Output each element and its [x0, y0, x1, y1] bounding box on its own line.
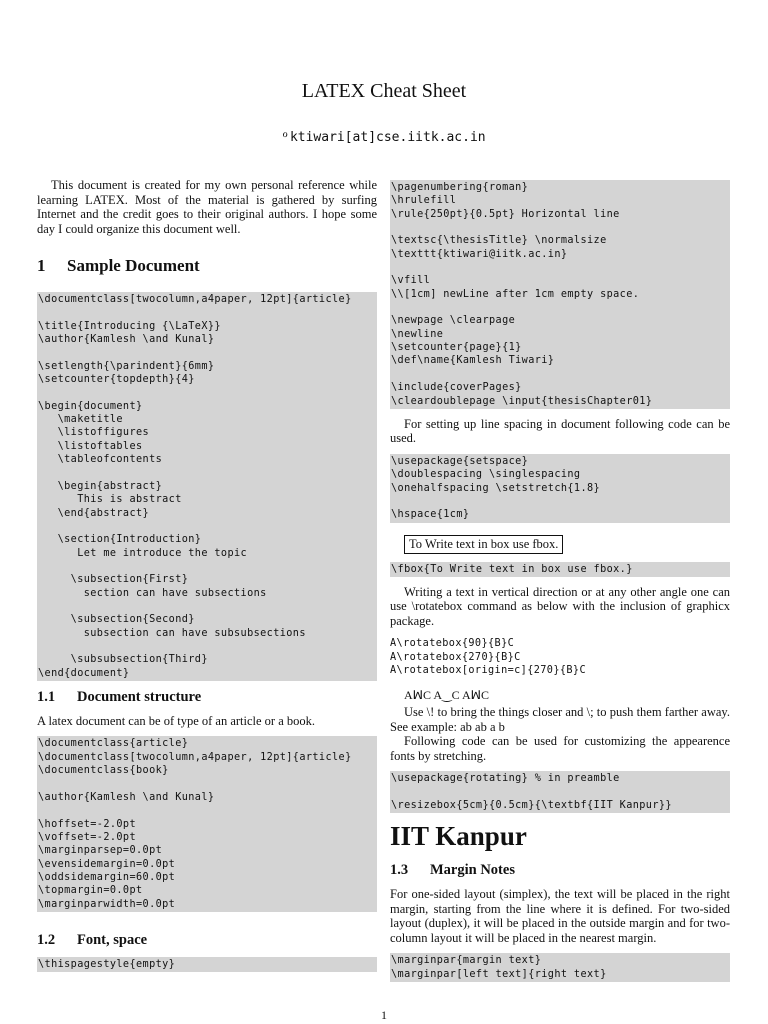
code-block-line-spacing: \usepackage{setspace} \doublespacing \singlespacing \onehalfspacing \setstretch{1.8} \hspace{1cm}: [390, 454, 730, 523]
subsection-title: Document structure: [77, 688, 202, 705]
code-block-document-structure: \documentclass{article} \documentclass[twocolumn,a4paper, 12pt]{article} \documentclass{book} \author{Kamlesh \and Kunal} \hoffset=-2.0pt \voffset=-2.0pt \marginparsep=0.0pt \evensidemargin=0.0pt \oddsidemargin=60.0pt \topmargin=0.0pt \marginparwidth=0.0pt: [37, 736, 377, 911]
author-email: ktiwari[at]cse.iitk.ac.in: [289, 130, 486, 145]
subsection-number: 1.2: [37, 931, 56, 948]
rotate-demo: AꟽC A‿C AꟽC: [404, 688, 490, 703]
code-block-marginpar: \marginpar{margin text} \marginpar[left text]{right text}: [390, 953, 730, 982]
author-symbol: ℴ: [282, 126, 288, 140]
stretching-text: Following code can be used for customizing the appearence fonts by stretching.: [390, 734, 730, 763]
left-column: [37, 178, 377, 980]
subsection-heading: [390, 862, 730, 879]
rotate-text: Writing a text in vertical direction or at any other angle one can use \rotatebox command as below with the inclusion of graphicx package.: [390, 584, 730, 628]
right-column: [390, 178, 730, 990]
intro-paragraph: This document is created for my own personal reference while learning LATEX. Most of the material is gathered by surfing Internet and the credit goes to their original authors. I hope some day I could organize this document well.: [37, 178, 377, 236]
section-heading: [37, 256, 377, 276]
code-block-resizebox: \usepackage{rotating} % in preamble \resizebox{5cm}{0.5cm}{\textbf{IIT Kanpur}}: [390, 771, 730, 813]
subsection-heading: [37, 932, 377, 949]
code-block-sample-document: \documentclass[twocolumn,a4paper, 12pt]{article} \title{Introducing {\LaTeX}} \author{Kamlesh \and Kunal} \setlength{\parindent}{6mm} \setcounter{topdepth}{4} \begin{document} \maketitle \listoffigures \listoftables \tableofcontents \begin{abstract} This is abstract \end{abstract} \section{Introduction} Let me introduce the topic \subsection{First} section can have subsections \subsection{Second} subsection can have subsubsections \subsubsection{Third} \end{document}: [37, 292, 377, 681]
fbox-example: To Write text in box use fbox.: [404, 535, 563, 554]
section-title: Sample Document: [67, 256, 200, 275]
spacing-text: Use \! to bring the things closer and \; to push them farther away. See example: ab ab a b: [390, 705, 730, 734]
code-block-page-commands: \pagenumbering{roman} \hrulefill \rule{250pt}{0.5pt} Horizontal line \textsc{\thesisTitle} \normalsize \texttt{ktiwari@iitk.ac.in} \vfill \\[1cm] newLine after 1cm empty space. \newpage \clearpage \newline \setcounter{page}{1} \def\name{Kamlesh Tiwari} \include{coverPages} \cleardoublepage \input{thesisChapter01}: [390, 180, 730, 409]
subsection-title: Margin Notes: [430, 862, 515, 879]
document-structure-text: A latex document can be of type of an article or a book.: [37, 713, 316, 728]
document-title: LATEX Cheat Sheet: [301, 80, 467, 102]
line-spacing-text: For setting up line spacing in document following code can be used.: [390, 416, 730, 446]
page-number: 1: [381, 1008, 387, 1022]
code-block-rotatebox: A\rotatebox{90}{B}C A\rotatebox{270}{B}C A\rotatebox[origin=c]{270}{B}C: [390, 636, 730, 678]
subsection-number: 1.1: [37, 688, 56, 705]
big-text-iit-kanpur: IIT Kanpur: [390, 821, 527, 852]
subsection-heading: [37, 689, 377, 706]
margin-notes-text: For one-sided layout (simplex), the text will be placed in the right margin, starting from the line where it is defined. For two-sided layout (duplex), it will be placed in the outside margin and for two-column layout it will be placed in the nearest margin.: [390, 887, 730, 945]
section-number: 1: [37, 256, 46, 275]
author-line: [0, 126, 768, 145]
code-block-font-space: \thispagestyle{empty}: [37, 957, 377, 972]
subsection-number: 1.3: [390, 862, 409, 879]
subsection-title: Font, space: [77, 931, 148, 948]
code-block-fbox: \fbox{To Write text in box use fbox.}: [390, 562, 730, 577]
